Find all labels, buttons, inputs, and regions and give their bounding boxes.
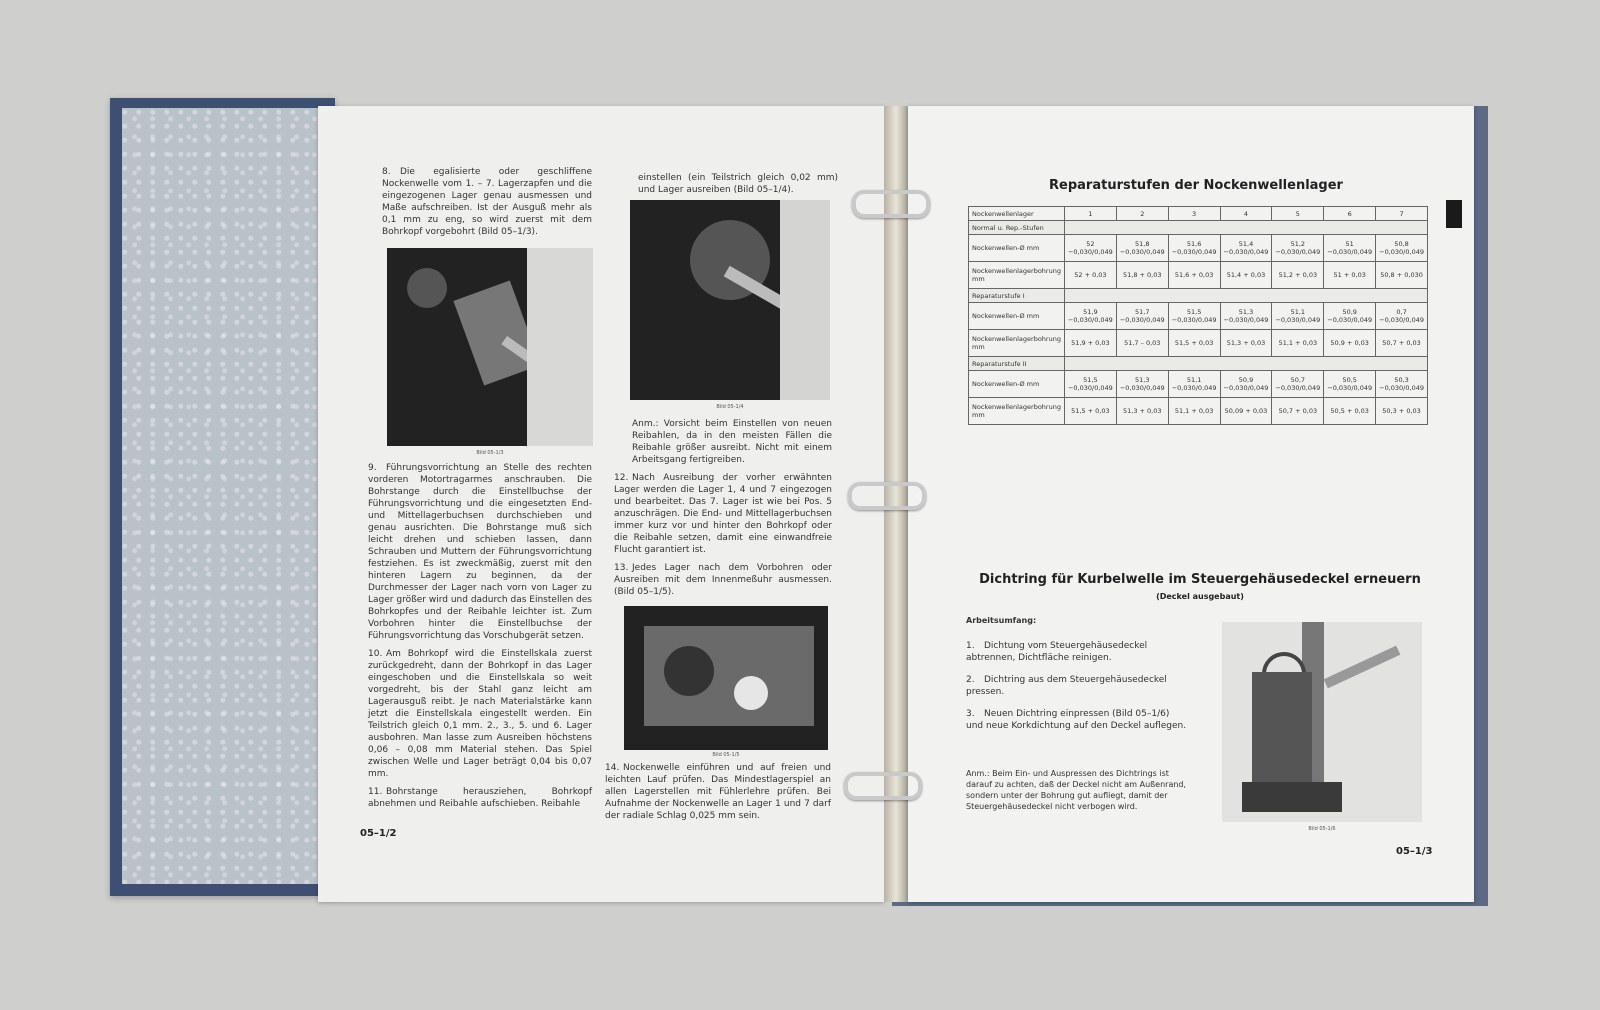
left-column-2-bottom: [605, 762, 831, 828]
binder-ring-bottom: [844, 772, 922, 800]
table-header-label: Nockenwellenlager: [969, 207, 1065, 221]
table-cell: 0,7 −0,030/0,049: [1376, 303, 1428, 330]
table-cell: 50,7 + 0,03: [1376, 330, 1428, 357]
table-row-label: Nockenwellenlagerbohrung mm: [969, 330, 1065, 357]
table-cell: 51,1 + 0,03: [1168, 398, 1220, 425]
table-cell: 51,2 + 0,03: [1272, 262, 1324, 289]
table-cell: 51,3 −0,030/0,049: [1220, 303, 1272, 330]
work-steps: [966, 640, 1188, 742]
table-cell: 51,1 −0,030/0,049: [1272, 303, 1324, 330]
table-cell: 51,5 + 0,03: [1064, 398, 1116, 425]
section-subtitle: (Deckel ausgebaut): [1156, 592, 1244, 601]
work-scope-label: Arbeitsumfang:: [966, 616, 1037, 625]
table-cell: 50,5 −0,030/0,049: [1324, 371, 1376, 398]
caption-bild-05-1-4: Bild 05-1/4: [716, 404, 744, 410]
paragraph-9: 9. Führungsvorrichtung an Stelle des rechten vorderen Motortragarmes anschrauben. Die Bohrstange durch die Einstellbuchse der Führungsvorrichtung und die eingesetzten End- und Mittellagerbuchsen durchschieben und genau ausrichten. Die Bohrstange muß sich leicht drehen und schieben lassen, dann Schrauben und Muttern der Führungsvorrichtung festziehen. Es ist zweckmäßig, zuerst mit den hinteren Lagern zu beginnen, da der Durchmesser der Lager nach vorn von Lager zu Lager größer wird und dadurch das Einstellen des Bohrkopfes und der Reibahle leichter ist. Zum Vorbohren hinter die Einstellbuchse der Führungsvorrichtung das Vorschubgerät setzen.: [368, 463, 592, 641]
paragraph-11: 11. Bohrstange herausziehen, Bohrkopf abnehmen und Reibahle aufschieben. Reibahle: [368, 787, 592, 809]
note-anm-right: [966, 768, 1188, 822]
table-cell: 51,5 + 0,03: [1168, 330, 1220, 357]
table-cell: 50,3 + 0,03: [1376, 398, 1428, 425]
table-cell: 50,5 + 0,03: [1324, 398, 1376, 425]
table-cell: 51,1 + 0,03: [1272, 330, 1324, 357]
table-cell: 50,09 + 0,03: [1220, 398, 1272, 425]
table-section-row: [969, 357, 1428, 371]
table-cell: 51,6 −0,030/0,049: [1168, 235, 1220, 262]
photo-bild-05-1-4: [630, 200, 830, 400]
photo-bild-05-1-3: [387, 248, 593, 446]
page-number-right: 05–1/3: [1396, 846, 1433, 857]
table-cell: 51,3 + 0,03: [1116, 398, 1168, 425]
table-cell: 51,6 + 0,03: [1168, 262, 1220, 289]
note-text: Anm.: Beim Ein- und Auspressen des Dichtrings ist darauf zu achten, daß der Deckel nicht am Außenrand, sondern unter der Bohrung gut aufliegt, damit der Steuergehäusedeckel nicht verbogen wird.: [966, 769, 1187, 811]
table-section-filler: [1064, 289, 1427, 303]
paragraph-13: 13. Jedes Lager nach dem Vorbohren oder Ausreiben mit dem Innenmeßuhr ausmessen. (Bild 05–1/5).: [614, 563, 832, 597]
table-cell: 51,5 −0,030/0,049: [1064, 371, 1116, 398]
table-section-row: [969, 221, 1428, 235]
table-cell: 51,8 −0,030/0,049: [1116, 235, 1168, 262]
table-section-filler: [1064, 357, 1427, 371]
table-header-cell: 1: [1064, 207, 1116, 221]
table-cell: 51 + 0,03: [1324, 262, 1376, 289]
table-cell: 51,7 – 0,03: [1116, 330, 1168, 357]
caption-bild-05-1-6: Bild 05-1/6: [1308, 826, 1336, 832]
paragraph-12: 12. Nach Ausreibung der vorher erwähnten Lager werden die Lager 1, 4 und 7 eingezogen und bearbeitet. Das 7. Lager ist wie bei Pos. 5 anzuschrägen. Die End- und Mittellagerbuchsen immer kurz vor und hinter den Bohrkopf oder die Reibahle setzen, damit eine einwandfreie Flucht garantiert ist.: [614, 473, 832, 555]
table-header-cell: 6: [1324, 207, 1376, 221]
table-row: [969, 303, 1428, 330]
table-cell: 51,9 −0,030/0,049: [1064, 303, 1116, 330]
binder-ring-top: [852, 190, 930, 218]
paragraph-11-cont: einstellen (ein Teilstrich gleich 0,02 mm) und Lager ausreiben (Bild 05–1/4).: [638, 173, 838, 195]
caption-bild-05-1-3: Bild 05-1/3: [476, 450, 504, 456]
table-section-row: [969, 289, 1428, 303]
table-cell: 51,1 −0,030/0,049: [1168, 371, 1220, 398]
table-cell: 51,7 −0,030/0,049: [1116, 303, 1168, 330]
table-cell: 51 −0,030/0,049: [1324, 235, 1376, 262]
table-row: [969, 235, 1428, 262]
step-2: 2. Dichtring aus dem Steuergehäusedeckel pressen.: [966, 675, 1167, 697]
table-cell: 50,7 −0,030/0,049: [1272, 371, 1324, 398]
paragraph-14: 14. Nockenwelle einführen und auf freien und leichten Lauf prüfen. Das Mindestlagerspiel an allen Lagerstellen mit Fühlerlehre prüfen. Bei Aufnahme der Nockenwelle an Lager 1 und 7 darf der radiale Schlag 0,025 mm sein.: [605, 763, 831, 821]
table-row-label: Nockenwellen-Ø mm: [969, 371, 1065, 398]
table-cell: 52 −0,030/0,049: [1064, 235, 1116, 262]
table-row: [969, 398, 1428, 425]
table-row-label: Nockenwellen-Ø mm: [969, 303, 1065, 330]
step-3: 3. Neuen Dichtring einpressen (Bild 05–1/6) und neue Korkdichtung auf den Deckel auflegen.: [966, 709, 1187, 731]
table-cell: 51,5 −0,030/0,049: [1168, 303, 1220, 330]
table-cell: 50,3 −0,030/0,049: [1376, 371, 1428, 398]
table-row: [969, 371, 1428, 398]
binder-ring-middle: [848, 482, 926, 510]
register-tab[interactable]: [1446, 200, 1462, 228]
table-row: [969, 330, 1428, 357]
table-cell: 50,9 −0,030/0,049: [1220, 371, 1272, 398]
left-column-1a: [382, 166, 592, 244]
table-cell: 50,9 −0,030/0,049: [1324, 303, 1376, 330]
left-column-1b: [368, 462, 592, 816]
table-cell: 51,3 + 0,03: [1220, 330, 1272, 357]
table-cell: 50,9 + 0,03: [1324, 330, 1376, 357]
note-anm-left: Anm.: Vorsicht beim Einstellen von neuen Reibahlen, da in den meisten Fällen die Reibahle größer ausreibt. Nicht mit einem Arbeitsgang fertigreiben.: [632, 419, 832, 465]
table-cell: 51,3 −0,030/0,049: [1116, 371, 1168, 398]
table-cell: 51,2 −0,030/0,049: [1272, 235, 1324, 262]
binder-inner-cover: [122, 108, 332, 884]
table-section-label: Reparaturstufe I: [969, 289, 1065, 303]
table-cell: 51,8 + 0,03: [1116, 262, 1168, 289]
left-column-2-top: [638, 172, 838, 202]
table-cell: 51,9 + 0,03: [1064, 330, 1116, 357]
table-cell: 50,7 + 0,03: [1272, 398, 1324, 425]
photo-bild-05-1-6: [1222, 622, 1422, 822]
table-row-label: Nockenwellenlagerbohrung mm: [969, 398, 1065, 425]
table-header-cell: 7: [1376, 207, 1428, 221]
table-header-cell: 4: [1220, 207, 1272, 221]
left-column-2-mid: [614, 418, 832, 604]
table-header-cell: 3: [1168, 207, 1220, 221]
table-cell: 50,8 −0,030/0,049: [1376, 235, 1428, 262]
table-cell: 50,8 + 0,030: [1376, 262, 1428, 289]
repair-stages-table: [968, 206, 1428, 425]
table-row: [969, 262, 1428, 289]
caption-bild-05-1-5: Bild 05-1/5: [712, 752, 740, 758]
table-cell: 52 + 0,03: [1064, 262, 1116, 289]
table-section-label: Reparaturstufe II: [969, 357, 1065, 371]
table-row-label: Nockenwellen-Ø mm: [969, 235, 1065, 262]
page-number-left: 05–1/2: [360, 828, 397, 839]
table-cell: 51,4 + 0,03: [1220, 262, 1272, 289]
table-section-filler: [1064, 221, 1427, 235]
table-header-cell: 5: [1272, 207, 1324, 221]
table-header-cell: 2: [1116, 207, 1168, 221]
table-header-row: [969, 207, 1428, 221]
paragraph-10: 10. Am Bohrkopf wird die Einstellskala zuerst zurückgedreht, dann der Bohrkopf in das Lager eingeschoben und die Einstellskala so weit vorgedreht, bis der Stahl ganz leicht am Lagerausguß reibt. Je nach Materialstärke kann jetzt die Einstellskala eingestellt werden. Ein Teilstrich gleich 0,1 mm. 2., 3., 5. und 6. Lager ausbohren. Man lasse zum Ausreiben höchstens 0,06 – 0,08 mm Material stehen. Das Spiel zwischen Welle und Lager beträgt 0,04 bis 0,07 mm.: [368, 649, 592, 779]
table-row-label: Nockenwellenlagerbohrung mm: [969, 262, 1065, 289]
step-1: 1. Dichtung vom Steuergehäusedeckel abtrennen, Dichtfläche reinigen.: [966, 641, 1148, 663]
section-title: Dichtring für Kurbelwelle im Steuergehäusedeckel erneuern: [979, 572, 1421, 587]
table-section-label: Normal u. Rep.-Stufen: [969, 221, 1065, 235]
table-title: Reparaturstufen der Nockenwellenlager: [1049, 178, 1343, 193]
table-cell: 51,4 −0,030/0,049: [1220, 235, 1272, 262]
paragraph-8: 8. Die egalisierte oder geschliffene Nockenwelle vom 1. – 7. Lagerzapfen und die eingezogenen Lager genau ausmessen und Maße aufschreiben. Ist der Ausguß mehr als 0,1 mm zu eng, so wird zuerst mit dem Bohrkopf vorgebohrt (Bild 05–1/3).: [382, 167, 592, 237]
photo-bild-05-1-5: [624, 606, 828, 750]
